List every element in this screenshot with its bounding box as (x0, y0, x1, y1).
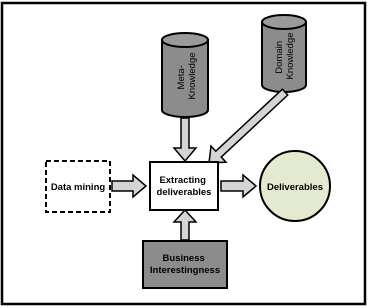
extracting-deliverables-box (150, 162, 218, 210)
extracting-deliverables-node (150, 162, 218, 210)
domain-knowledge-label-line-1: Domain (274, 40, 285, 74)
extracting-label-line-1: Extracting (159, 175, 206, 186)
business-label-line-2: Interestingness (149, 265, 221, 276)
meta-knowledge-cylinder (162, 33, 208, 117)
meta-knowledge-label-line-1: Meta- (176, 65, 187, 90)
meta-knowledge-label-line-2: Knowledge (187, 52, 198, 100)
domain-knowledge-label (274, 32, 296, 79)
business-label-line-1: Business (162, 253, 205, 264)
domain-knowledge-label-line-2: Knowledge (285, 32, 296, 80)
extracting-deliverables-label (157, 175, 212, 198)
meta-knowledge-cylinder-top (162, 33, 208, 47)
deliverables-label: Deliverables (267, 182, 323, 193)
business-interestingness-node (143, 241, 227, 288)
deliverables-node (260, 151, 330, 221)
data-mining-node (46, 161, 110, 212)
data-mining-label: Data mining (50, 182, 106, 193)
extracting-label-line-2: deliverables (156, 187, 212, 198)
domain-knowledge-cylinder (262, 15, 306, 92)
domain-knowledge-cylinder-top (262, 15, 306, 29)
